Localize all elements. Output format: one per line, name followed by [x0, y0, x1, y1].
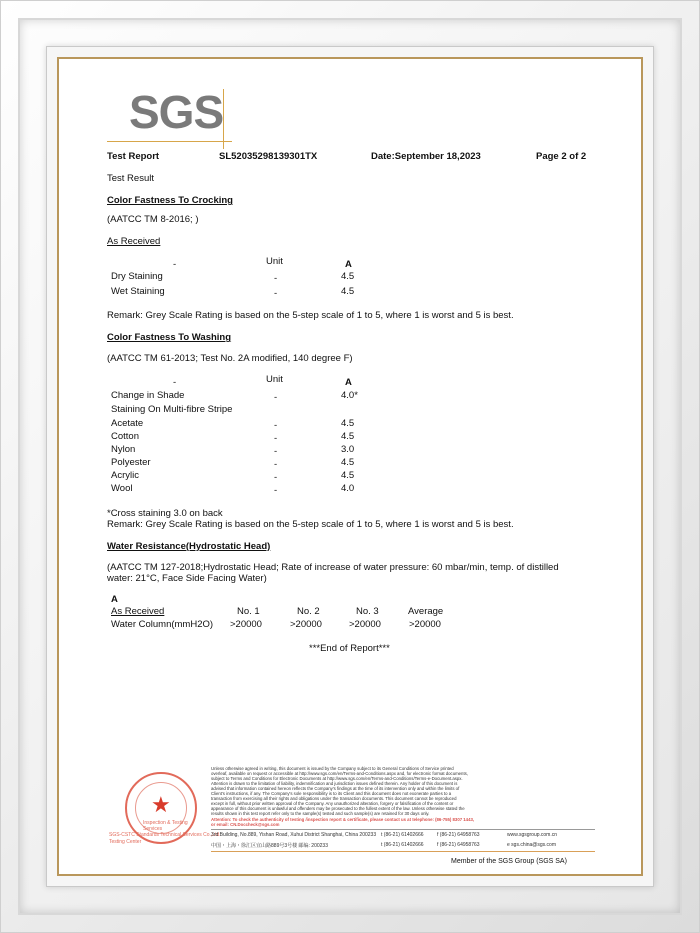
water-col-header: As Received: [111, 606, 165, 617]
disclaimer-line: subject to Terms and Conditions for Electronic Documents at http://www.sgs.com/en/Terms-and-Conditions/Terms-e-Document.aspx.: [211, 776, 463, 781]
washing-row-name: Change in Shade: [111, 390, 185, 401]
washing-row-name: Nylon: [111, 444, 136, 455]
washing-col-a: A: [345, 377, 352, 388]
fax-2: f (86-21) 64958763: [437, 842, 480, 848]
disclaimer-line: advised that information contained hereon reflects the Company's findings at the time of its intervention only and within the limits of: [211, 786, 460, 791]
address-cn: 中国・上海・徐汇区宜山路889号3号楼 邮编: 200233: [211, 843, 328, 849]
water-cell: >20000: [290, 619, 322, 630]
washing-row-unit: -: [274, 485, 278, 496]
water-col-header: Average: [408, 606, 444, 617]
report-date: Date:September 18,2023: [371, 151, 481, 162]
washing-remark: Remark: Grey Scale Rating is based on the 5-step scale of 1 to 5, where 1 is worst and 5 is best.: [107, 519, 514, 530]
washing-row-unit: -: [274, 472, 278, 483]
water-method-line1: (AATCC TM 127-2018;Hydrostatic Head; Rate of increase of water pressure: 60 mbar/min, temp. of distilled: [107, 562, 559, 573]
washing-row-value: 4.5: [341, 457, 355, 468]
washing-col-dash: -: [173, 377, 177, 388]
disclaimer-line: except in full, without prior written approval of the Company. Any unauthorized alteration, forgery or falsification of the content or: [211, 801, 454, 806]
water-col-header: No. 3: [356, 606, 379, 617]
washing-row-name: Acetate: [111, 418, 144, 429]
crocking-col-a: A: [345, 259, 352, 270]
tel-2: t (86-21) 61402666: [381, 842, 424, 848]
washing-row-unit: -: [274, 459, 278, 470]
washing-col-unit: Unit: [266, 374, 283, 385]
crocking-subheading: As Received: [107, 236, 161, 247]
disclaimer-line: overleaf, available on request or accessible at http://www.sgs.com/en/Terms-and-Conditions.aspx and, for electronic format documents,: [211, 771, 468, 776]
footer-divider: [211, 829, 595, 830]
test-result-label: Test Result: [107, 173, 154, 184]
water-cell: >20000: [409, 619, 441, 630]
washing-row-value: 4.5: [341, 418, 355, 429]
crocking-row-name: Wet Staining: [111, 286, 165, 297]
disclaimer-line: results shown in this test report refer only to the sample(s) tested and such sample(s) are retained for 30 days only.: [211, 811, 430, 816]
website: www.sgsgroup.com.cn: [507, 832, 558, 838]
crocking-col-unit: Unit: [266, 256, 283, 267]
water-cell: >20000: [230, 619, 262, 630]
water-cell: >20000: [349, 619, 381, 630]
washing-row-value: 4.5: [341, 470, 355, 481]
report-page: [57, 57, 643, 876]
crocking-row-value: 4.5: [341, 286, 355, 297]
water-col-header: No. 1: [237, 606, 260, 617]
member-of-sgs: Member of the SGS Group (SGS SA): [451, 858, 567, 865]
washing-row-name: Staining On Multi-fibre Stripe: [111, 404, 233, 415]
washing-row-unit: -: [274, 446, 278, 457]
email: e sgs.china@sgs.com: [507, 842, 556, 848]
crocking-row-unit: -: [274, 273, 278, 284]
washing-method: (AATCC TM 61-2013; Test No. 2A modified, 140 degree F): [107, 353, 353, 364]
crocking-row-unit: -: [274, 288, 278, 299]
washing-row-value: 4.0*: [341, 390, 358, 401]
washing-row-name: Cotton: [111, 431, 139, 442]
water-title: Water Resistance(Hydrostatic Head): [107, 541, 271, 552]
sgs-logo: [107, 86, 227, 145]
crocking-row-name: Dry Staining: [111, 271, 163, 282]
crocking-method: (AATCC TM 8-2016; ): [107, 214, 199, 225]
water-sample: A: [111, 594, 118, 605]
disclaimer-line: Client's instructions, if any. The Company's sole responsibility is to its Client and this document does not exonerate parties to a: [211, 791, 452, 796]
disclaimer-line: Unless otherwise agreed in writing, this document is issued by the Company subject to its General Conditions of Service printed: [211, 766, 454, 771]
washing-row-value: 4.0: [341, 483, 355, 494]
crocking-remark: Remark: Grey Scale Rating is based on the 5-step scale of 1 to 5, where 1 is worst and 5 is best.: [107, 310, 514, 321]
water-row-name: Water Column(mmH2O): [111, 619, 214, 630]
washing-note: *Cross staining 3.0 on back: [107, 508, 223, 519]
washing-row-value: 4.5: [341, 431, 355, 442]
water-col-header: No. 2: [297, 606, 320, 617]
crocking-title: Color Fastness To Crocking: [107, 195, 233, 206]
washing-row-name: Polyester: [111, 457, 151, 468]
seal-text: Inspection & Testing Services: [143, 820, 188, 832]
disclaimer-line: transaction from exercising all their rights and obligations under the transaction documents. This document cannot be reproduced: [211, 796, 457, 801]
water-method-line2: water: 21°C, Face Side Facing Water): [107, 573, 267, 584]
washing-row-unit: -: [274, 433, 278, 444]
washing-row-unit: -: [274, 392, 278, 403]
crocking-col-dash: -: [173, 259, 177, 270]
disclaimer-line: appearance of this document is unlawful and offenders may be prosecuted to the fullest extent of the law. Unless otherwise stated the: [211, 806, 465, 811]
washing-row-unit: -: [274, 420, 278, 431]
report-number: SL52035298139301TX: [219, 151, 318, 162]
disclaimer-line: Attention is drawn to the limitation of liability, indemnification and jurisdiction issues defined therein. Any holder of this document is: [211, 781, 458, 786]
washing-title: Color Fastness To Washing: [107, 332, 232, 343]
authenticity-attention: Attention: To check the authenticity of testing /inspection report & certificate, please contact us at telephone: (86-755) 8307 1443,: [211, 817, 475, 822]
seal-company: SGS-CSTC Standards Technical Services Co.,Ltd.: [109, 832, 221, 838]
seal-center: Testing Center: [109, 839, 142, 845]
authenticity-email: or email: CN.Doccheck@sgs.com: [211, 822, 280, 827]
end-of-report: ***End of Report***: [309, 643, 390, 654]
washing-row-name: Wool: [111, 483, 133, 494]
sgs-logo-text: SGS: [129, 86, 224, 138]
star-icon: ★: [151, 792, 171, 817]
washing-row-value: 3.0: [341, 444, 355, 455]
crocking-row-value: 4.5: [341, 271, 355, 282]
tel-1: t (86-21) 61402666: [381, 832, 424, 838]
washing-row-name: Acrylic: [111, 470, 139, 481]
report-label: Test Report: [107, 151, 160, 162]
fax-1: f (86-21) 64958763: [437, 832, 480, 838]
footer-divider-gold: [211, 851, 595, 852]
address-en: 3rd Building, No.889, Yishan Road, Xuhui District Shanghai, China 200233: [211, 832, 377, 838]
page-number: Page 2 of 2: [536, 151, 587, 162]
